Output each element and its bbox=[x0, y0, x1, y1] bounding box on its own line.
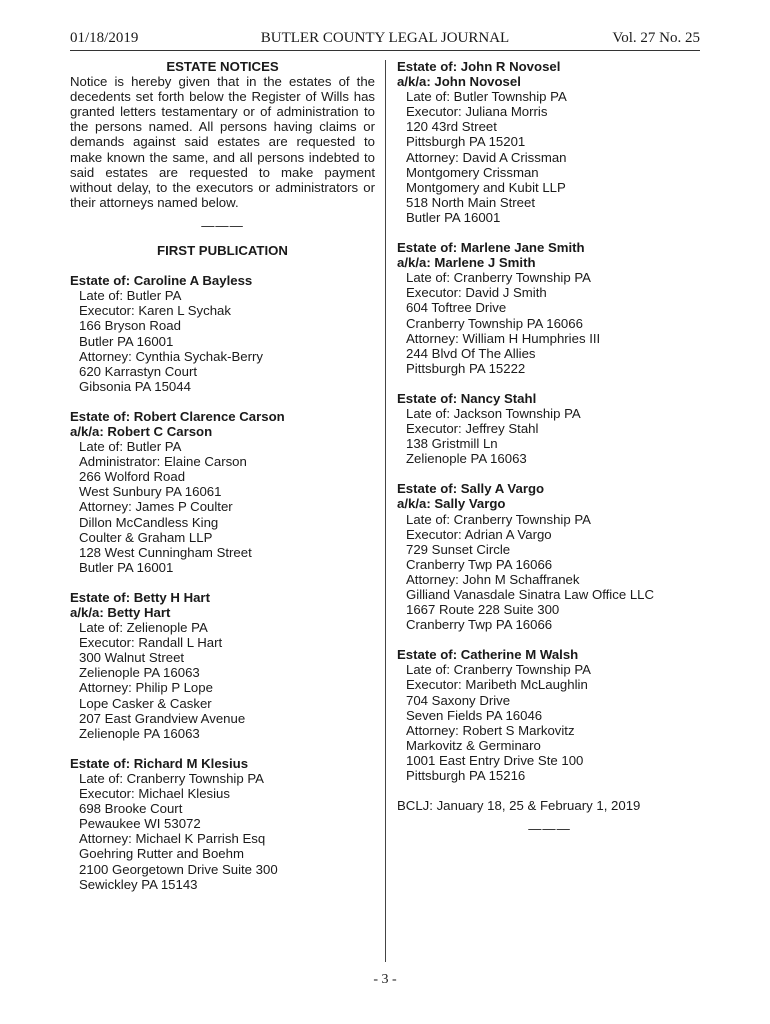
estate-detail-line: Pittsburgh PA 15201 bbox=[406, 134, 526, 150]
estate-detail-line: 704 Saxony Drive bbox=[406, 692, 511, 708]
estate-detail-line: 2100 Georgetown Drive Suite 300 bbox=[79, 861, 278, 877]
estate-name: Estate of: Sally A Vargo bbox=[397, 481, 545, 497]
estate-detail-line: Late of: Butler Township PA bbox=[406, 89, 567, 105]
footer-separator: ——— bbox=[528, 821, 571, 837]
estate-detail-line: 620 Karrastyn Court bbox=[79, 363, 198, 379]
estate-detail-line: Zelienople PA 16063 bbox=[79, 725, 200, 741]
issue-date: 01/18/2019 bbox=[70, 30, 139, 46]
estate-notice bbox=[70, 590, 375, 741]
estate-detail-line: Attorney: John M Schaffranek bbox=[406, 571, 580, 587]
estate-notice bbox=[397, 59, 702, 225]
estate-detail-line: Sewickley PA 15143 bbox=[79, 876, 198, 892]
estate-detail-line: Markovitz & Germinaro bbox=[406, 737, 541, 753]
estate-detail-line: Executor: David J Smith bbox=[406, 285, 547, 301]
estate-detail-line: Late of: Zelienople PA bbox=[79, 620, 208, 636]
estate-detail-line: Attorney: William H Humphries III bbox=[406, 330, 601, 346]
page-header bbox=[70, 30, 700, 50]
estate-detail-line: 128 West Cunningham Street bbox=[79, 544, 252, 560]
page-number: - 3 - bbox=[373, 972, 397, 987]
left-column bbox=[70, 59, 375, 907]
estate-detail-line: Attorney: Robert S Markovitz bbox=[406, 722, 575, 738]
estate-detail-line: Administrator: Elaine Carson bbox=[79, 454, 247, 470]
estate-detail-line: Late of: Cranberry Township PA bbox=[406, 662, 591, 678]
estate-detail-line: Executor: Adrian A Vargo bbox=[406, 526, 552, 542]
estate-detail-line: Goehring Rutter and Boehm bbox=[79, 846, 244, 862]
estate-detail-line: Cranberry Twp PA 16066 bbox=[406, 556, 553, 572]
estate-detail-line: Executor: Randall L Hart bbox=[79, 635, 223, 651]
estate-detail-line: Attorney: James P Coulter bbox=[79, 499, 233, 515]
estate-detail-line: 207 East Grandview Avenue bbox=[79, 710, 246, 726]
estate-name: Estate of: Caroline A Bayless bbox=[70, 273, 253, 289]
estate-detail-line: 166 Bryson Road bbox=[79, 318, 181, 334]
estate-name: Estate of: Marlene Jane Smith bbox=[397, 240, 585, 256]
estate-detail-line: Late of: Cranberry Township PA bbox=[406, 270, 591, 286]
header-rule bbox=[70, 50, 700, 51]
estate-detail-line: Late of: Cranberry Township PA bbox=[79, 770, 264, 786]
estate-detail-line: 729 Sunset Circle bbox=[406, 541, 511, 557]
estate-aka: a/k/a: John Novosel bbox=[397, 74, 521, 90]
bclj-dates: BCLJ: January 18, 25 & February 1, 2019 bbox=[397, 798, 641, 814]
estate-name: Estate of: John R Novosel bbox=[397, 59, 561, 74]
estate-detail-line: Lope Casker & Casker bbox=[79, 695, 212, 711]
estate-detail-line: Pittsburgh PA 15216 bbox=[406, 768, 526, 784]
right-estate-list bbox=[397, 59, 702, 783]
estate-notice bbox=[397, 391, 702, 466]
estate-detail-line: Butler PA 16001 bbox=[406, 209, 501, 225]
estate-detail-line: Executor: Jeffrey Stahl bbox=[406, 421, 539, 437]
estate-detail-line: Zelienople PA 16063 bbox=[406, 451, 527, 467]
estate-detail-line: 138 Gristmill Ln bbox=[406, 436, 498, 452]
estate-notice bbox=[397, 240, 702, 376]
estate-detail-line: Cranberry Township PA 16066 bbox=[406, 315, 583, 331]
estate-notice bbox=[70, 273, 375, 394]
estate-name: Estate of: Catherine M Walsh bbox=[397, 647, 579, 663]
estate-detail-line: Attorney: Cynthia Sychak-Berry bbox=[79, 348, 263, 364]
estate-name: Estate of: Richard M Klesius bbox=[70, 755, 249, 771]
estate-detail-line: Seven Fields PA 16046 bbox=[406, 707, 543, 723]
estate-detail-line: Late of: Cranberry Township PA bbox=[406, 511, 591, 527]
estate-detail-line: 244 Blvd Of The Allies bbox=[406, 345, 536, 361]
estate-aka: a/k/a: Robert C Carson bbox=[70, 423, 213, 439]
estate-name: Estate of: Robert Clarence Carson bbox=[70, 408, 285, 424]
estate-notice bbox=[397, 481, 702, 632]
estate-detail-line: Attorney: Michael K Parrish Esq bbox=[79, 831, 266, 847]
estate-detail-line: Zelienople PA 16063 bbox=[79, 665, 200, 681]
estate-name: Estate of: Nancy Stahl bbox=[397, 390, 537, 406]
estate-detail-line: 1001 East Entry Drive Ste 100 bbox=[406, 752, 584, 768]
estate-detail-line: Cranberry Twp PA 16066 bbox=[406, 617, 553, 633]
estate-aka: a/k/a: Betty Hart bbox=[70, 605, 171, 620]
volume-number: Vol. 27 No. 25 bbox=[612, 30, 700, 46]
estate-detail-line: West Sunbury PA 16061 bbox=[79, 484, 222, 500]
estate-detail-line: Executor: Maribeth McLaughlin bbox=[406, 677, 588, 693]
estate-detail-line: 120 43rd Street bbox=[406, 119, 497, 135]
estate-detail-line: Pewaukee WI 53072 bbox=[79, 816, 201, 832]
estate-detail-line: Attorney: Philip P Lope bbox=[79, 680, 213, 696]
estate-detail-line: Executor: Michael Klesius bbox=[79, 786, 230, 802]
estate-notice bbox=[70, 756, 375, 892]
estate-name: Estate of: Betty H Hart bbox=[70, 589, 210, 605]
left-estate-list bbox=[70, 273, 375, 892]
separator: ——— bbox=[201, 217, 244, 233]
estate-notice bbox=[397, 647, 702, 783]
estate-detail-line: Gibsonia PA 15044 bbox=[79, 378, 191, 394]
estate-detail-line: 604 Toftree Drive bbox=[406, 300, 507, 316]
estate-detail-line: Attorney: David A Crissman bbox=[406, 149, 567, 165]
estate-detail-line: 1667 Route 228 Suite 300 bbox=[406, 602, 560, 618]
estate-detail-line: Executor: Juliana Morris bbox=[406, 104, 548, 120]
journal-title: BUTLER COUNTY LEGAL JOURNAL bbox=[260, 30, 510, 46]
estate-detail-line: Late of: Butler PA bbox=[79, 439, 182, 455]
column-divider bbox=[385, 60, 386, 962]
estate-detail-line: Montgomery and Kubit LLP bbox=[406, 179, 566, 195]
estate-aka: a/k/a: Sally Vargo bbox=[397, 496, 506, 512]
estate-detail-line: Late of: Butler PA bbox=[79, 288, 182, 304]
estate-detail-line: 518 North Main Street bbox=[406, 194, 536, 210]
estate-detail-line: Butler PA 16001 bbox=[79, 333, 174, 349]
estate-detail-line: Coulter & Graham LLP bbox=[79, 529, 213, 545]
section-title: ESTATE NOTICES bbox=[166, 59, 279, 74]
publication-heading: FIRST PUBLICATION bbox=[157, 243, 288, 259]
right-column bbox=[397, 59, 702, 846]
estate-detail-line: 300 Walnut Street bbox=[79, 650, 185, 666]
estate-detail-line: Pittsburgh PA 15222 bbox=[406, 360, 526, 376]
estate-aka: a/k/a: Marlene J Smith bbox=[397, 255, 536, 271]
estate-detail-line: 266 Wolford Road bbox=[79, 469, 186, 485]
notice-text: Notice is hereby given that in the estates of the decedents set forth below the Register of Wills has granted letters testamentary or of administration to the persons named. All persons having claims or demands against said estates are requested to make known the same, and all persons indebted to said estates are requested to make payment without delay, to the executors or administrators or their attorneys named below. bbox=[70, 74, 375, 210]
estate-notice bbox=[70, 409, 375, 575]
estate-detail-line: Executor: Karen L Sychak bbox=[79, 303, 231, 319]
estate-detail-line: Dillon McCandless King bbox=[79, 514, 219, 530]
estate-detail-line: Montgomery Crissman bbox=[406, 164, 539, 180]
estate-detail-line: Late of: Jackson Township PA bbox=[406, 405, 581, 421]
estate-detail-line: 698 Brooke Court bbox=[79, 801, 183, 817]
estate-detail-line: Gilliand Vanasdale Sinatra Law Office LLC bbox=[406, 587, 655, 602]
estate-detail-line: Butler PA 16001 bbox=[79, 559, 174, 575]
